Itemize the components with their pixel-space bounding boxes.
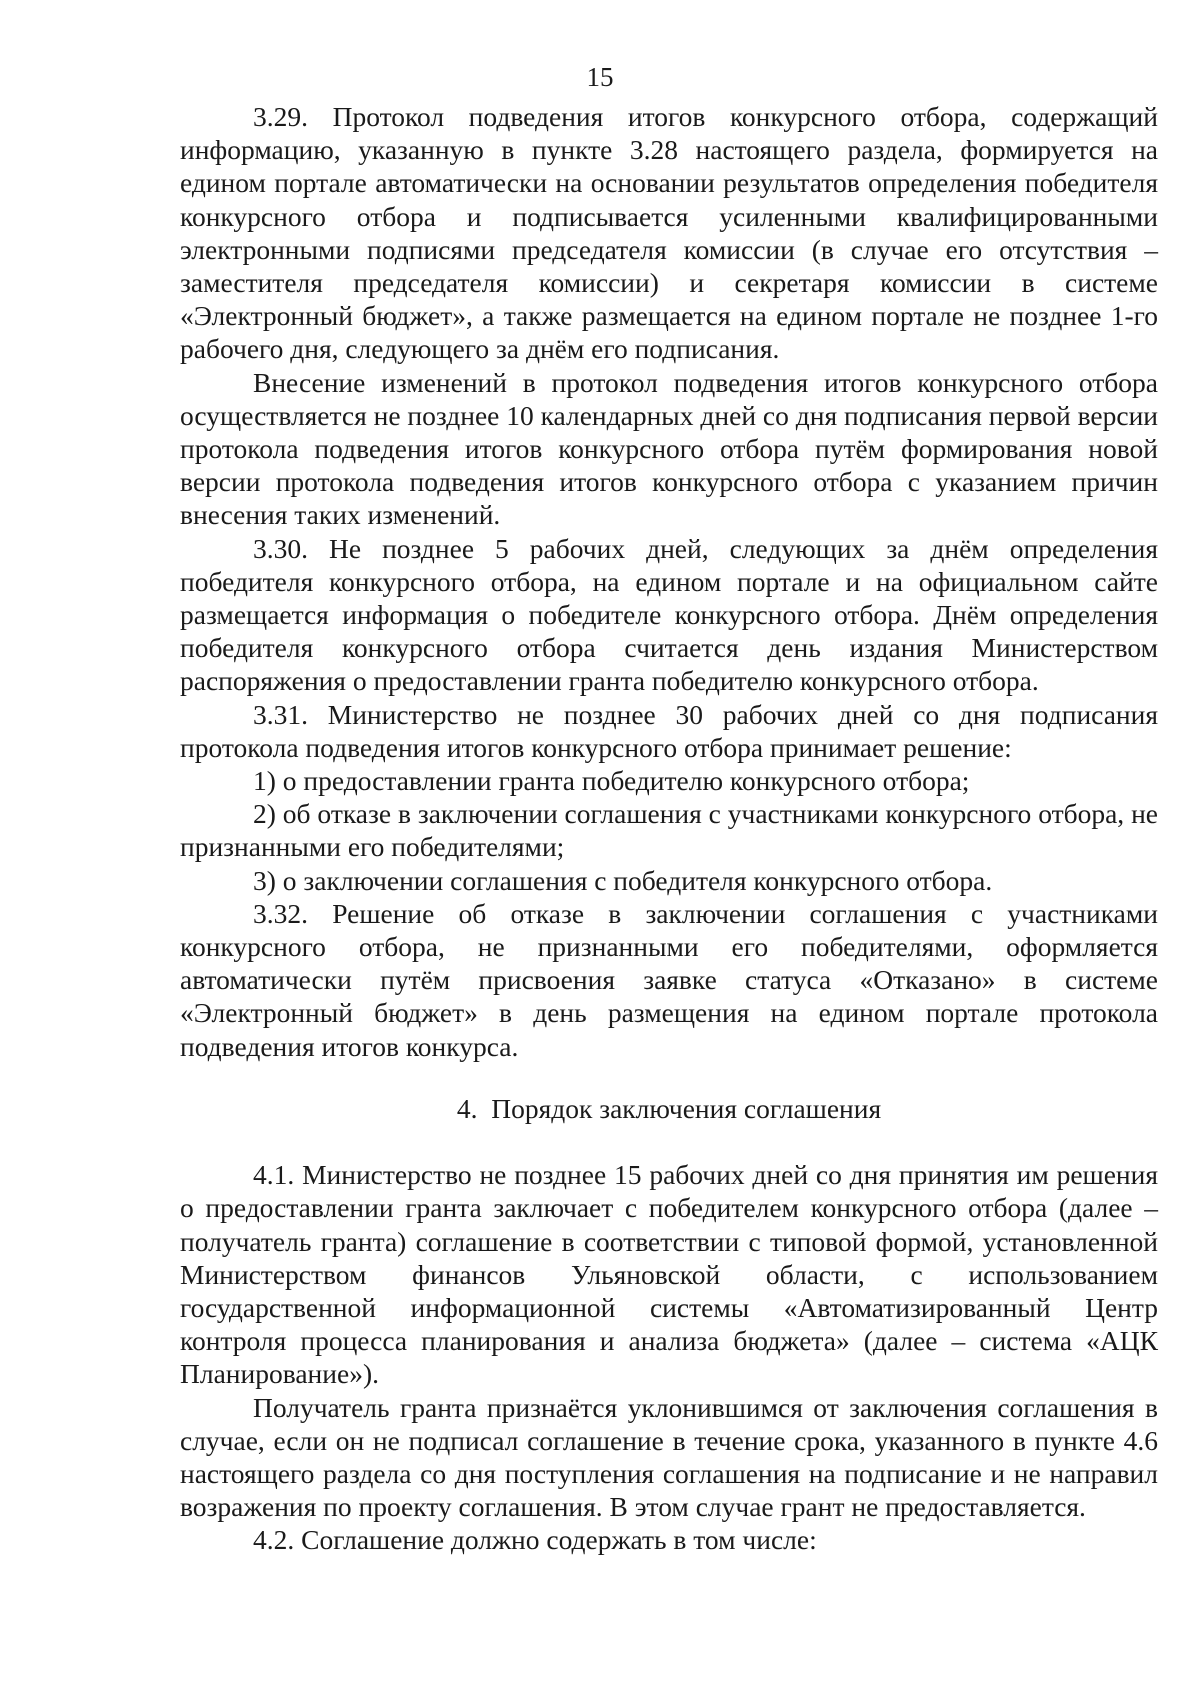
paragraph-3-29-amendments: Внесение изменений в протокол подведения итогов конкурсного отбора осуществляется не позднее 10 календарных дней со дня подписания первой версии протокола подведения итогов конкурсного отбора путём формирования новой версии протокола подведения итогов конкурсного отбора с указанием причин внесения таких изменений. — [180, 366, 1159, 531]
paragraph-4-2: 4.2. Соглашение должно содержать в том числе: — [253, 1524, 817, 1556]
paragraph-4-1-evasion: Получатель гранта признаётся уклонившимся от заключения соглашения в случае, если он не подписал соглашение в течение срока, указанного в пункте 4.6 настоящего раздела со дня поступления соглашения на подписание и не направил возражения по проекту соглашения. В этом случае грант не предоставляется. — [180, 1391, 1158, 1523]
document-body — [180, 100, 1158, 1557]
section-4-heading: 4. Порядок заключения соглашения — [456, 1092, 882, 1124]
list-item-3-31-2: 2) об отказе в заключении соглашения с участниками конкурсного отбора, не признанными его победителями; — [180, 798, 1158, 863]
paragraph-3-31: 3.31. Министерство не позднее 30 рабочих дней со дня подписания протокола подведения итогов конкурсного отбора принимает решение: — [180, 698, 1158, 763]
list-item-3-31-1: 1) о предоставлении гранта победителю конкурсного отбора; — [253, 765, 970, 797]
page-number: 15 — [586, 62, 614, 92]
paragraph-4-1: 4.1. Министерство не позднее 15 рабочих дней со дня принятия им решения о предоставлении гранта заключает с победителем конкурсного отбора (далее – получатель гранта) соглашение в соответствии с типовой формой, установленной Министерством финансов Ульяновской области, с использованием государственной информационной системы «Автоматизированный Центр контроля процесса планирования и анализа бюджета» (далее – система «АЦК Планирование»). — [180, 1159, 1158, 1390]
list-item-3-31-3: 3) о заключении соглашения с победителя конкурсного отбора. — [253, 864, 993, 896]
paragraph-3-32: 3.32. Решение об отказе в заключении соглашения с участниками конкурсного отбора, не признанными его победителями, оформляется автоматически путём присвоения заявке статуса «Отказано» в системе «Электронный бюджет» в день размещения на едином портале протокола подведения итогов конкурса. — [180, 897, 1158, 1062]
paragraph-3-29: 3.29. Протокол подведения итогов конкурсного отбора, содержащий информацию, указанную в пункте 3.28 настоящего раздела, формируется на едином портале автоматически на основании результатов определения победителя конкурсного отбора и подписывается усиленными квалифицированными электронными подписями председателя комиссии (в случае его отсутствия – заместителя председателя комиссии) и секретаря комиссии в системе «Электронный бюджет», а также размещается на едином портале не позднее 1-го рабочего дня, следующего за днём его подписания. — [180, 101, 1158, 365]
paragraph-3-30: 3.30. Не позднее 5 рабочих дней, следующих за днём определения победителя конкурсного отбора, на едином портале и на официальном сайте размещается информация о победителе конкурсного отбора. Днём определения победителя конкурсного отбора считается день издания Министерством распоряжения о предоставлении гранта победителю конкурсного отбора. — [180, 532, 1158, 697]
